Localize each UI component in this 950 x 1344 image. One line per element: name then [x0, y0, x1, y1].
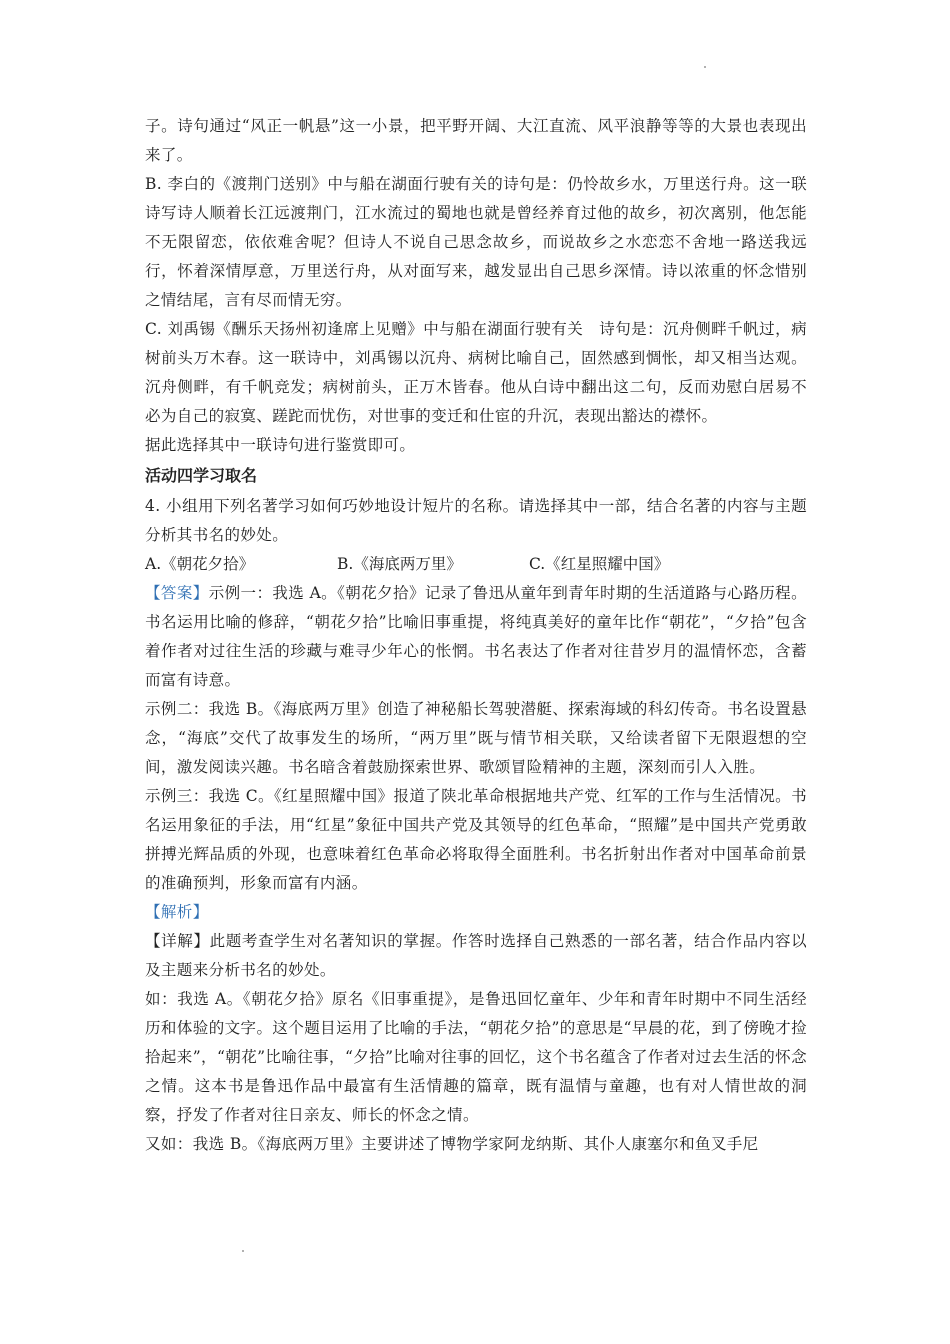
paragraph-conclusion: 据此选择其中一联诗句进行鉴赏即可。: [145, 436, 416, 454]
analysis-tag: 【解析】: [145, 903, 209, 921]
paragraph-option-b-analysis: B. 李白的《渡荆门送别》中与船在湖面行驶有关的诗句是：仍怜故乡水，万里送行舟。这一联诗写诗人顺着长江远渡荆门，江水流过的蜀地也就是曾经养育过他的故乡，初次离别，他怎能不无限留恋，依依难舍呢？但诗人不说自己思念故乡，而说故乡之水恋恋不舍地一路送我远行，怀着深情厚意，万里送行舟，从对面写来，越发显出自己思乡深情。诗以浓重的怀念惜别之情结尾，言有尽而情无穷。: [145, 175, 807, 309]
paragraph-continued: 子。诗句通过“风正一帆悬”这一小景，把平野开阔、大江直流、风平浪静等等的大景也表现出来了。: [145, 117, 807, 164]
section-heading: 活动四学习取名: [145, 466, 258, 485]
example-two: 示例二：我选 B。《海底两万里》创造了神秘船长驾驶潜艇、探索海域的科幻传奇。书名设置悬念，“海底”交代了故事发生的场所，“两万里”既与情节相关联，又给读者留下无限遐想的空间，激发阅读兴趣。书名暗含着鼓励探索世界、歌颂冒险精神的主题，深刻而引人入胜。: [145, 700, 807, 776]
option-b: B.《海底两万里》: [337, 555, 462, 573]
page-mark: [704, 66, 706, 68]
option-c: C.《红星照耀中国》: [529, 555, 670, 573]
question-4: 4. 小组用下列名著学习如何巧妙地设计短片的名称。请选择其中一部，结合名著的内容与主题分析其书名的妙处。: [145, 497, 807, 544]
answer-paragraph: [145, 579, 807, 695]
answer-options: [145, 550, 807, 579]
answer-tag: 【答案】: [145, 584, 209, 602]
page-mark: [242, 1250, 244, 1252]
example-a-paragraph: 如：我选 A。《朝花夕拾》原名《旧事重提》，是鲁迅回忆童年、少年和青年时期中不同生活经历和体验的文字。这个题目运用了比喻的手法，“朝花夕拾”的意思是“早晨的花，到了傍晚才捡拾起来”，“朝花”比喻往事，“夕拾”比喻对往事的回忆，这个书名蕴含了作者对过去生活的怀念之情。这本书是鲁迅作品中最富有生活情趣的篇章，既有温情与童趣，也有对人情世故的洞察，抒发了作者对往日亲友、师长的怀念之情。: [145, 990, 807, 1124]
paragraph-option-c-analysis: C. 刘禹锡《酬乐天扬州初逢席上见赠》中与船在湖面行驶有关 诗句是：沉舟侧畔千帆过，病树前头万木春。这一联诗中，刘禹锡以沉舟、病树比喻自己，固然感到惆怅，却又相当达观。沉舟侧畔，有千帆竞发；病树前头，正万木皆春。他从白诗中翻出这二句，反而劝慰白居易不必为自己的寂寞、蹉跎而忧伤，对世事的变迁和仕宦的升沉，表现出豁达的襟怀。: [145, 320, 807, 425]
answer-text: 示例一：我选 A。《朝花夕拾》记录了鲁迅从童年到青年时期的生活道路与心路历程。书名运用比喻的修辞，“朝花夕拾”比喻旧事重提，将纯真美好的童年比作“朝花”，“夕拾”包含着作者对过往生活的珍藏与难寻少年心的怅惘。书名表达了作者对往昔岁月的温情怀恋，含蓄而富有诗意。: [145, 584, 807, 689]
option-a: A.《朝花夕拾》: [145, 555, 255, 573]
example-b-paragraph: 又如：我选 B。《海底两万里》主要讲述了博物学家阿龙纳斯、其仆人康塞尔和鱼叉手尼: [145, 1135, 759, 1153]
example-three: 示例三：我选 C。《红星照耀中国》报道了陕北革命根据地共产党、红军的工作与生活情况。书名运用象征的手法，用“红星”象征中国共产党及其领导的红色革命，“照耀”是中国共产党勇敢拼搏光辉品质的外现，也意味着红色革命必将取得全面胜利。书名折射出作者对中国革命前景的准确预判，形象而富有内涵。: [145, 787, 807, 892]
detail-paragraph: 【详解】此题考查学生对名著知识的掌握。作答时选择自己熟悉的一部名著，结合作品内容以及主题来分析书名的妙处。: [145, 932, 807, 979]
document-body: [145, 112, 807, 1159]
